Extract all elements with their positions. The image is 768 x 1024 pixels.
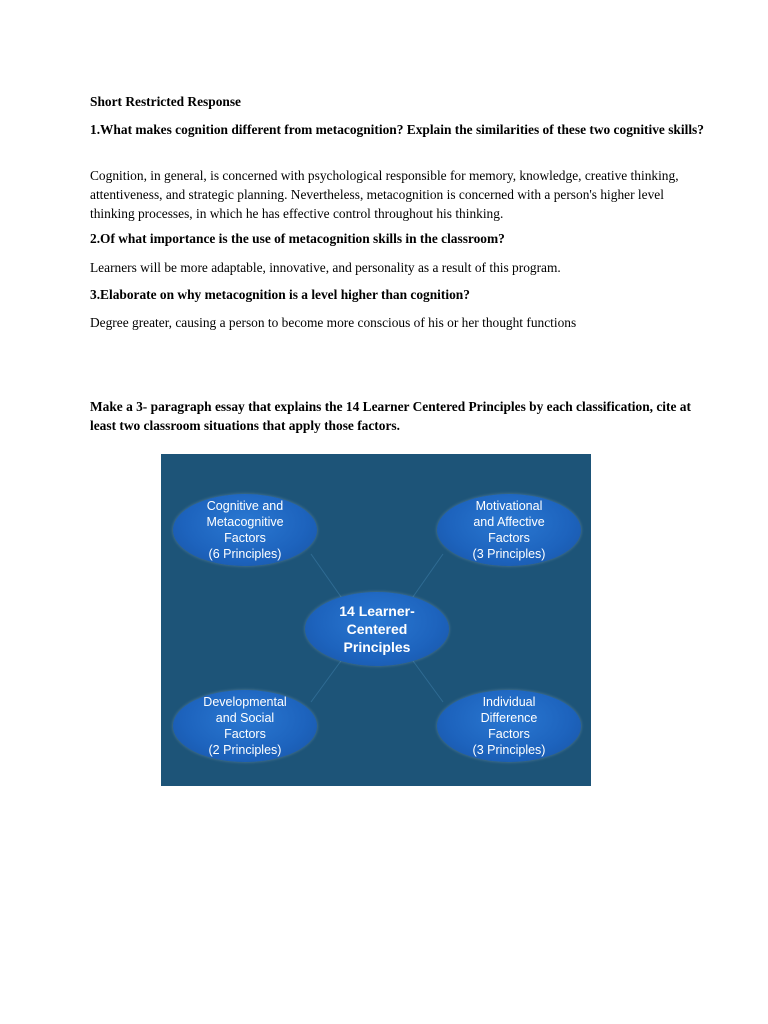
node-motivational-affective bbox=[437, 494, 581, 566]
answer-1: Cognition, in general, is concerned with psychological responsible for memory, knowledge, creative thinking, attentiveness, and strategic planning. Nevertheless, metacognition is concerned with a person's higher level thinking processes, in which he has effective control throughout his thinking. bbox=[90, 168, 679, 221]
answer-2: Learners will be more adaptable, innovative, and personality as a result of this program. bbox=[90, 260, 561, 275]
learner-centered-principles-diagram bbox=[161, 454, 591, 786]
node-individual-difference bbox=[437, 690, 581, 762]
node-cognitive-metacognitive bbox=[173, 494, 317, 566]
essay-task: Make a 3- paragraph essay that explains the 14 Learner Centered Principles by each classification, cite at least two classroom situations that apply those factors. bbox=[90, 399, 691, 433]
node-center-principles bbox=[305, 592, 449, 666]
node-label: Cognitive and Metacognitive Factors (6 Principles) bbox=[206, 499, 284, 561]
question-1: 1.What makes cognition different from metacognition? Explain the similarities of these two cognitive skills? bbox=[90, 122, 704, 137]
node-label: Motivational and Affective Factors (3 Principles) bbox=[472, 499, 546, 561]
node-developmental-social bbox=[173, 690, 317, 762]
node-label: Developmental and Social Factors (2 Principles) bbox=[203, 695, 287, 757]
node-label: Individual Difference Factors (3 Principles) bbox=[472, 695, 546, 757]
question-3: 3.Elaborate on why metacognition is a level higher than cognition? bbox=[90, 287, 470, 302]
node-label: 14 Learner- Centered Principles bbox=[339, 603, 415, 655]
answer-3: Degree greater, causing a person to become more conscious of his or her thought functions bbox=[90, 315, 577, 330]
question-2: 2.Of what importance is the use of metacognition skills in the classroom? bbox=[90, 231, 505, 246]
section-heading: Short Restricted Response bbox=[90, 94, 241, 109]
